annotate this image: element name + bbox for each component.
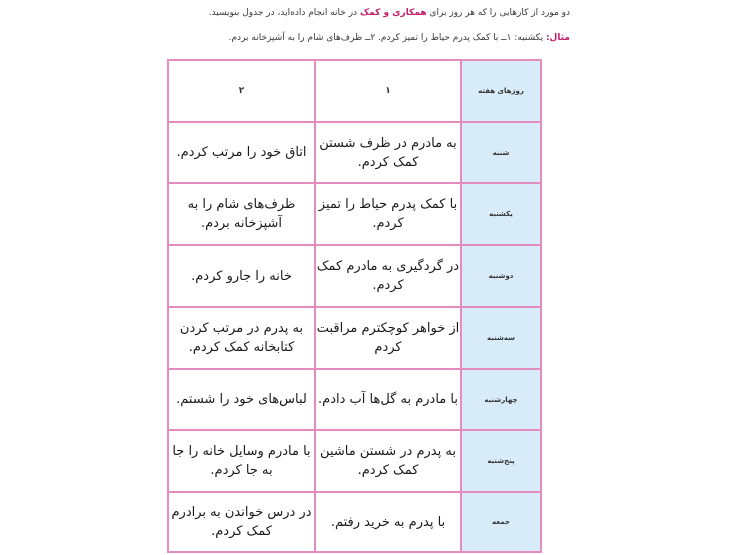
table-row <box>168 307 541 369</box>
activity-cell-2: با مادرم وسایل خانه را جا به جا کردم. <box>168 430 315 492</box>
example-label: مثال: <box>545 33 570 43</box>
table-row <box>168 492 541 552</box>
table-row <box>168 245 541 307</box>
instruction-line <box>150 8 570 18</box>
table-row <box>168 369 541 430</box>
day-label: یکشنبه <box>461 183 541 245</box>
table-header-row <box>168 60 541 122</box>
instruction-highlight: همکاری و کمک <box>359 8 427 18</box>
activity-cell-2: ظرف‌های شام را به آشپزخانه بردم. <box>168 183 315 245</box>
activity-cell-1: با کمک پدرم حیاط را تمیز کردم. <box>315 183 461 245</box>
header-column-2: ۲ <box>168 60 315 122</box>
day-label: سه‌شنبه <box>461 307 541 369</box>
activity-cell-1: در گردگیری به مادرم کمک کردم. <box>315 245 461 307</box>
activity-cell-1: از خواهر کوچکترم مراقبت کردم <box>315 307 461 369</box>
activity-cell-2: به پدرم در مرتب کردن کتابخانه کمک کردم. <box>168 307 315 369</box>
activity-cell-2: در درس خواندن به برادرم کمک کردم. <box>168 492 315 552</box>
weekly-chores-table <box>167 59 542 553</box>
activity-cell-2: خانه را جارو کردم. <box>168 245 315 307</box>
day-label: دوشنبه <box>461 245 541 307</box>
day-label: پنج‌شنبه <box>461 430 541 492</box>
activity-cell-1: با مادرم به گل‌ها آب دادم. <box>315 369 461 430</box>
day-label: شنبه <box>461 122 541 183</box>
header-days-of-week: روزهای هفته <box>461 60 541 122</box>
example-text: یکشنبه: ۱ــ با کمک پدرم حیاط را تمیز کردم. ۲ــ ظرف‌های شام را به آشپزخانه بردم. <box>228 33 544 43</box>
example-line <box>150 33 570 43</box>
table-row <box>168 183 541 245</box>
activity-cell-1: با پدرم به خرید رفتم. <box>315 492 461 552</box>
instruction-text-end: در خانه انجام داده‌اید، در جدول بنویسید. <box>208 8 358 18</box>
header-column-1: ۱ <box>315 60 461 122</box>
day-label: جمعه <box>461 492 541 552</box>
instruction-text-start: دو مورد از کارهایی را که هر روز برای <box>429 8 570 18</box>
activity-cell-2: اتاق خود را مرتب کردم. <box>168 122 315 183</box>
activity-cell-1: به مادرم در ظرف شستن کمک کردم. <box>315 122 461 183</box>
activity-cell-2: لباس‌های خود را شستم. <box>168 369 315 430</box>
day-label: چهارشنبه <box>461 369 541 430</box>
table-row <box>168 122 541 183</box>
table-row <box>168 430 541 492</box>
activity-cell-1: به پدرم در شستن ماشین کمک کردم. <box>315 430 461 492</box>
